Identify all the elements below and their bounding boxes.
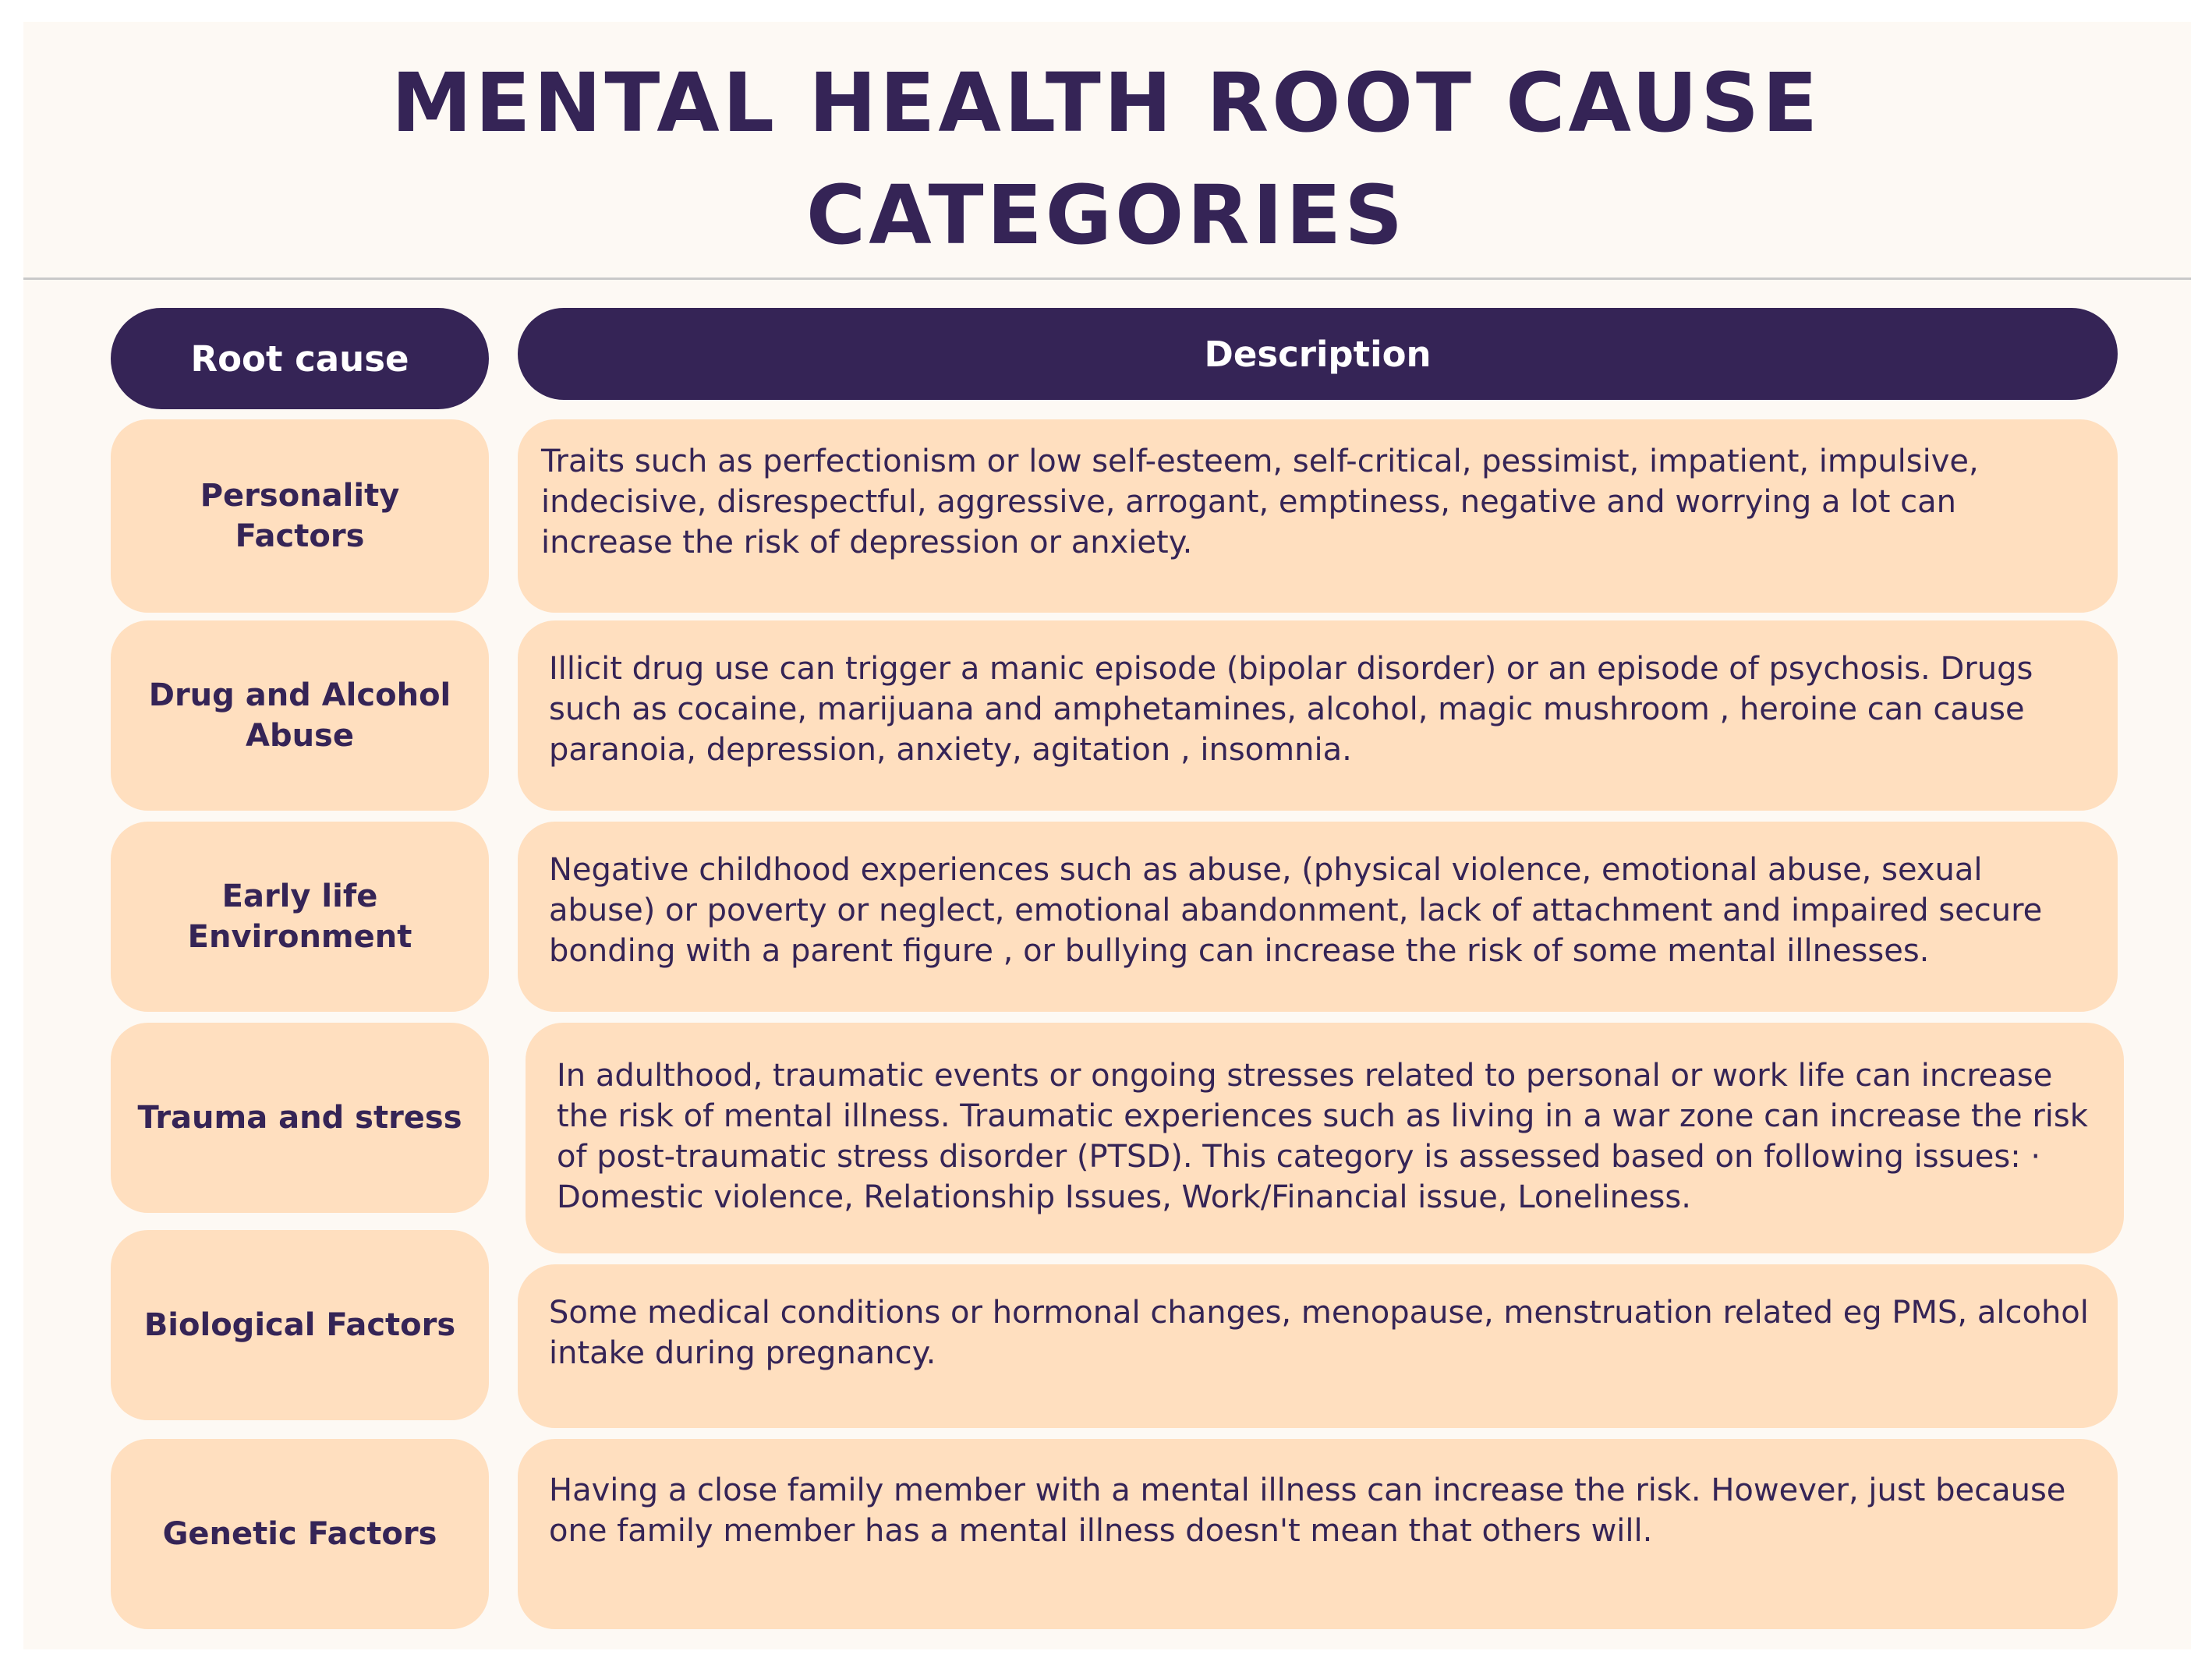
description-text: Having a close family member with a mental illness can increase the risk. However, just because one family member has a mental illness doesn't mean that others will.	[549, 1472, 2066, 1549]
header-description	[518, 308, 2118, 400]
cause-cell-genetic	[111, 1439, 489, 1629]
header-description-label: Description	[1204, 333, 1432, 375]
cause-cell-personality	[111, 419, 489, 613]
cause-label: Trauma and stress	[137, 1100, 462, 1136]
description-cell-genetic	[518, 1439, 2118, 1629]
cause-cell-trauma	[111, 1023, 489, 1213]
header-root-cause	[111, 308, 489, 409]
description-cell-biological	[518, 1264, 2118, 1428]
header-root-cause-label: Root cause	[190, 338, 409, 380]
page-title-line-1: MENTAL HEALTH ROOT CAUSE	[391, 55, 1821, 150]
cause-label: Personality Factors	[200, 478, 400, 554]
description-cell-drug-alcohol	[518, 620, 2118, 811]
page-title	[0, 47, 2212, 271]
cause-label: Early life Environment	[187, 878, 412, 955]
cause-label: Biological Factors	[143, 1307, 456, 1343]
description-cell-early-life	[518, 822, 2118, 1012]
page-title-line-2: CATEGORIES	[805, 168, 1407, 263]
description-text: Some medical conditions or hormonal changes, menopause, menstruation related eg PMS, alcohol intake during pregnancy.	[549, 1295, 2089, 1371]
cause-label: Drug and Alcohol Abuse	[148, 677, 451, 754]
cause-cell-biological	[111, 1230, 489, 1420]
cause-cell-drug-alcohol	[111, 620, 489, 811]
title-divider	[23, 278, 2191, 280]
cause-label: Genetic Factors	[162, 1516, 437, 1552]
description-cell-trauma	[526, 1023, 2124, 1253]
cause-cell-early-life	[111, 822, 489, 1012]
description-cell-personality	[518, 419, 2118, 613]
description-text: Negative childhood experiences such as abuse, (physical violence, emotional abuse, sexual abuse) or poverty or neglect, emotional abandonment, lack of attachment and impaired secure bonding with a parent figure , or bullying can increase the risk of some mental illnesses.	[549, 852, 2043, 969]
description-text: Traits such as perfectionism or low self-esteem, self-critical, pessimist, impatient, impulsive, indecisive, disrespectful, aggressive, arrogant, emptiness, negative and worrying a lot can increase the risk of depression or anxiety.	[541, 444, 1979, 560]
description-text: In adulthood, traumatic events or ongoing stresses related to personal or work life can increase the risk of mental illness. Traumatic experiences such as living in a war zone can increase the risk of post-traumatic stress disorder (PTSD). This category is assessed based on following issues: · Domestic violence, Relationship Issues, Work/Financial issue, Loneliness.	[557, 1058, 2088, 1215]
description-text: Illicit drug use can trigger a manic episode (bipolar disorder) or an episode of psychosis. Drugs such as cocaine, marijuana and amphetamines, alcohol, magic mushroom , heroine can cause paranoia, depression, anxiety, agitation , insomnia.	[549, 651, 2033, 768]
